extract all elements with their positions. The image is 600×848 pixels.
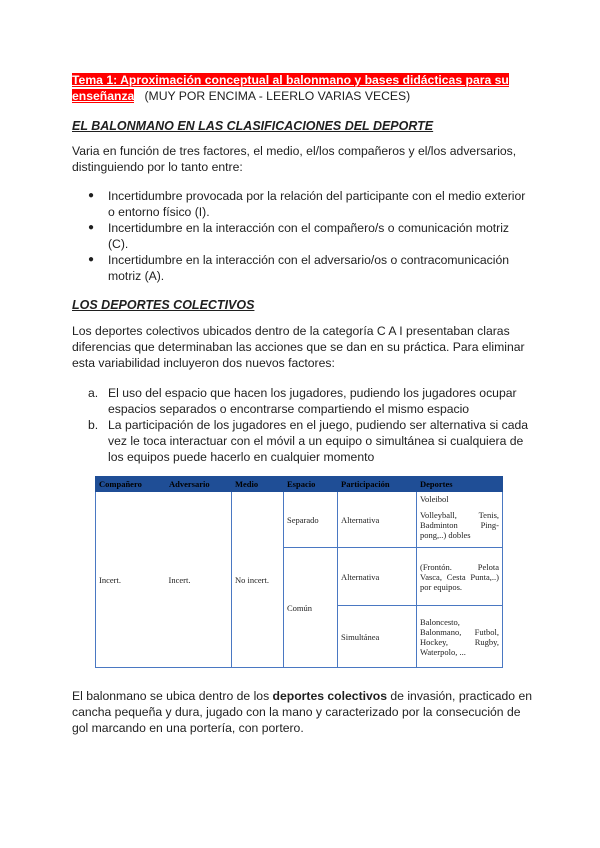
uncertainty-list [72, 188, 530, 284]
cell-deportes-simultanea: Baloncesto, Balonmano, Futbol, Hockey, Rugby, Waterpolo, ... [417, 606, 503, 668]
list-item: a. El uso del espacio que hacen los jugadores, pudiendo los jugadores ocupar espacios separados o encontrarse compartiendo el mismo espacio [88, 386, 517, 416]
section-heading-colectivos: LOS DEPORTES COLECTIVOS [72, 298, 255, 312]
cell-adversario: Incert. [166, 492, 232, 668]
factors-list [72, 385, 530, 465]
cell-deportes-alternativa: (Frontón. Pelota Vasca, Cesta Punta,..) por equipos. [417, 548, 503, 606]
header-companero: Compañero [96, 477, 166, 492]
list-item: ● Incertidumbre en la interacción con el compañero/s o comunicación motriz (C). [88, 221, 510, 251]
bold-term: deportes colectivos [272, 689, 388, 703]
bullet-icon: ● [88, 190, 95, 201]
header-medio: Medio [232, 477, 284, 492]
header-espacio: Espacio [284, 477, 338, 492]
table-row [96, 492, 503, 548]
header-participacion: Participación [338, 477, 417, 492]
closing-paragraph: El balonmano se ubica dentro de los deportes colectivos de invasión, practicado en cancha pequeña y dura, jugado con la mano y caracterizado por la consecución de gol marcando en una portería, con portero. [72, 689, 533, 735]
reading-note: (MUY POR ENCIMA - LEERLO VARIAS VECES) [144, 89, 411, 103]
list-item: ● Incertidumbre provocada por la relación del participante con el medio exterior o entorno físico (I). [88, 189, 526, 219]
sports-classification-table [95, 476, 503, 668]
table-header-row [96, 477, 503, 492]
cell-part-separado: Alternativa [338, 492, 417, 548]
list-item: ● Incertidumbre en la interacción con el adversario/os o contracomunicación motriz (A). [88, 253, 510, 283]
section2-intro: Los deportes colectivos ubicados dentro de la categoría C A I presentaban claras diferencias que determinaban las acciones que se dan en su práctica. Para eliminar esta variabilidad incluyeron dos nuevos factores: [72, 324, 525, 370]
cell-companero: Incert. [96, 492, 166, 668]
section-heading-clasificaciones: EL BALONMANO EN LAS CLASIFICACIONES DEL DEPORTE [72, 119, 434, 133]
cell-espacio-comun: Común [284, 548, 338, 668]
header-deportes: Deportes [417, 477, 503, 492]
cell-deportes-separado: Voleibol Volleyball, Tenis, Badminton Ping-pong,..) dobles [417, 492, 503, 548]
cell-part-simultanea: Simultánea [338, 606, 417, 668]
cell-espacio-separado: Separado [284, 492, 338, 548]
bullet-icon: ● [88, 222, 95, 233]
topic-title-line2 [72, 88, 532, 104]
cell-medio: No incert. [232, 492, 284, 668]
header-adversario: Adversario [166, 477, 232, 492]
list-item: b. La participación de los jugadores en el juego, pudiendo ser alternativa si cada vez le toca interactuar con el móvil a un equipo o simultánea si cualquiera de los equipos puede hacerlo en cualquier momento [88, 418, 529, 464]
section1-intro: Varia en función de tres factores, el medio, el/los compañeros y el/los adversarios, distinguiendo por lo tanto entre: [72, 144, 517, 174]
topic-title-highlight-2: enseñanza [72, 89, 135, 103]
cell-part-alternativa: Alternativa [338, 548, 417, 606]
bullet-icon: ● [88, 254, 95, 265]
topic-title [72, 72, 532, 88]
topic-title-highlight: Tema 1: Aproximación conceptual al balonmano y bases didácticas para su [72, 73, 509, 87]
